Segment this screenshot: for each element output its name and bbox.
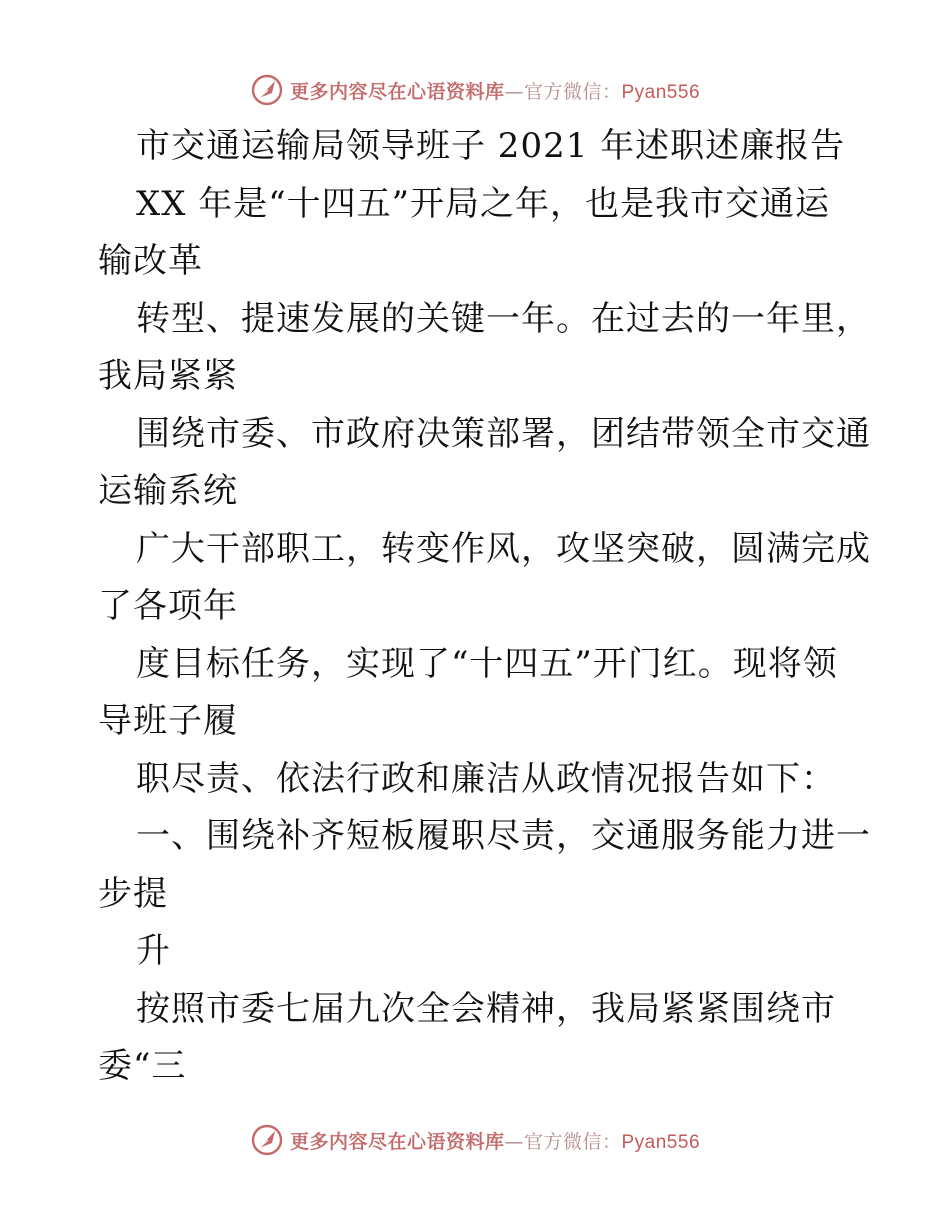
paragraph-line: 了各项年 <box>98 586 238 626</box>
paragraph-line: 按照市委七届九次全会精神，我局紧紧围绕市 <box>136 988 836 1029</box>
paragraph-line: 广大干部职工，转变作风，攻坚突破，圆满完成 <box>136 528 871 569</box>
paragraph-line: 我局紧紧 <box>98 356 238 396</box>
paragraph-line: 转型、提速发展的关键一年。在过去的一年里， <box>136 298 871 339</box>
paragraph-line: 委“三 <box>98 1046 187 1086</box>
footer-watermark <box>0 1120 950 1160</box>
paragraph-line: 职尽责、依法行政和廉洁从政情况报告如下： <box>136 758 836 799</box>
quill-logo-icon <box>250 1123 284 1157</box>
watermark-wechat-label: 官方微信： <box>523 1130 622 1153</box>
section-heading-line: 升 <box>136 931 171 971</box>
section-heading-line: 一、围绕补齐短板履职尽责，交通服务能力进一 <box>136 816 871 856</box>
document-body <box>98 118 871 1096</box>
paragraph-line: 度目标任务，实现了“十四五”开门红。现将领 <box>136 643 838 684</box>
paragraph-line: 输改革 <box>98 241 203 281</box>
paragraph-line: XX 年是“十四五”开局之年，也是我市交通运 <box>136 183 830 224</box>
section-heading-line: 步提 <box>98 873 168 914</box>
paragraph-line: 运输系统 <box>98 471 238 511</box>
quill-logo-icon <box>250 73 284 107</box>
paragraph-line: 导班子履 <box>98 701 238 741</box>
header-watermark <box>0 70 950 110</box>
paragraph-line: 围绕市委、市政府决策部署，团结带领全市交通 <box>136 413 871 454</box>
watermark-dash: — <box>504 80 524 103</box>
watermark-wechat-label: 官方微信： <box>523 80 622 103</box>
watermark-dash: — <box>504 1130 524 1153</box>
watermark-brand: 更多内容尽在心语资料库 <box>289 1130 505 1153</box>
watermark-wechat-id: Pyan556 <box>621 81 701 103</box>
watermark-wechat-id: Pyan556 <box>621 1131 701 1153</box>
document-title: 市交通运输局领导班子 2021 年述职述廉报告 <box>136 126 846 166</box>
watermark-brand: 更多内容尽在心语资料库 <box>289 80 505 103</box>
